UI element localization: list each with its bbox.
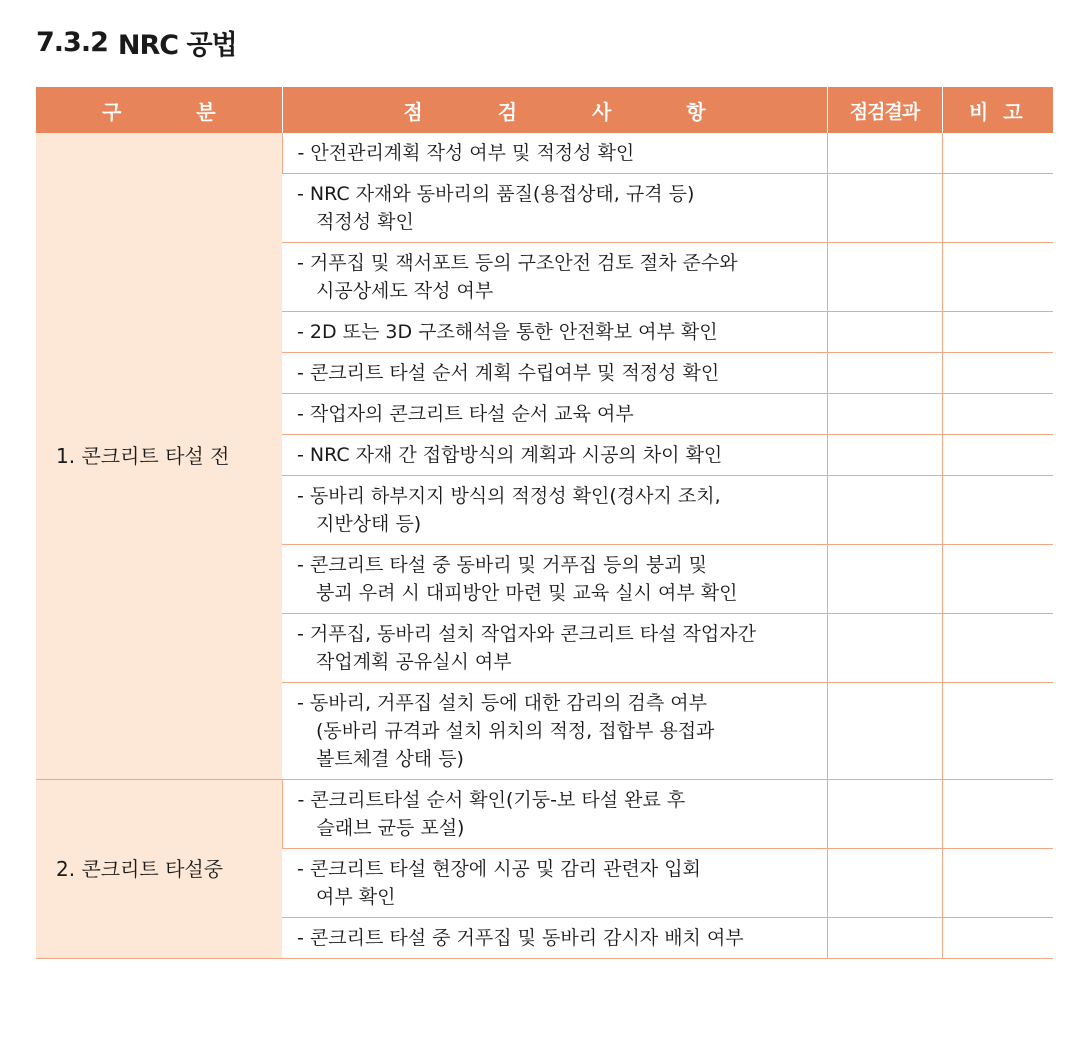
header-result: 점검결과: [827, 87, 942, 133]
remarks-cell: [942, 545, 1053, 614]
remarks-cell: [942, 394, 1053, 435]
header-category: 구 분: [36, 87, 282, 133]
remarks-cell: [942, 614, 1053, 683]
result-cell: [827, 476, 942, 545]
check-item-cell: [282, 174, 827, 243]
result-cell: [827, 133, 942, 174]
check-item-text: - 콘크리트타설 순서 확인(기둥-보 타설 완료 후: [297, 789, 686, 811]
checklist-table: [36, 87, 1053, 959]
result-cell: [827, 683, 942, 780]
check-item-text: 붕괴 우려 시 대피방안 마련 및 교육 실시 여부 확인: [316, 582, 738, 604]
check-item-cell: [282, 683, 827, 780]
check-item-cell: [282, 918, 827, 959]
check-item-text: - 거푸집, 동바리 설치 작업자와 콘크리트 타설 작업자간: [297, 623, 756, 645]
category-cell: 2. 콘크리트 타설중: [36, 780, 282, 959]
check-item-text: 볼트체결 상태 등): [316, 748, 464, 770]
section-title-text: NRC 공법: [117, 29, 237, 61]
check-item-cell: [282, 435, 827, 476]
check-item-text: - 작업자의 콘크리트 타설 순서 교육 여부: [297, 403, 634, 425]
remarks-cell: [942, 312, 1053, 353]
check-item-cell: [282, 780, 827, 849]
check-item-cell: [282, 312, 827, 353]
remarks-cell: [942, 780, 1053, 849]
check-item-text: - 콘크리트 타설 현장에 시공 및 감리 관련자 입회: [297, 858, 701, 880]
check-item-text: - 콘크리트 타설 중 거푸집 및 동바리 감시자 배치 여부: [297, 927, 744, 949]
check-item-text: 여부 확인: [316, 886, 396, 908]
table-row: [36, 133, 1053, 174]
result-cell: [827, 312, 942, 353]
check-item-text: 시공상세도 작성 여부: [316, 280, 494, 302]
result-cell: [827, 353, 942, 394]
check-item-cell: [282, 353, 827, 394]
check-item-text: 슬래브 균등 포설): [316, 817, 465, 839]
check-item-cell: [282, 243, 827, 312]
section-title: [36, 22, 237, 62]
remarks-cell: [942, 353, 1053, 394]
check-item-cell: [282, 614, 827, 683]
table-row: [36, 780, 1053, 849]
result-cell: [827, 780, 942, 849]
check-item-text: - NRC 자재와 동바리의 품질(용접상태, 규격 등): [297, 183, 695, 205]
result-cell: [827, 545, 942, 614]
result-cell: [827, 614, 942, 683]
check-item-text: - NRC 자재 간 접합방식의 계획과 시공의 차이 확인: [297, 444, 723, 466]
check-item-cell: [282, 394, 827, 435]
remarks-cell: [942, 174, 1053, 243]
header-remarks: 비 고: [942, 87, 1053, 133]
result-cell: [827, 394, 942, 435]
check-item-text: - 거푸집 및 잭서포트 등의 구조안전 검토 절차 준수와: [297, 252, 738, 274]
check-item-text: - 동바리 하부지지 방식의 적정성 확인(경사지 조치,: [297, 485, 721, 507]
remarks-cell: [942, 849, 1053, 918]
result-cell: [827, 849, 942, 918]
result-cell: [827, 174, 942, 243]
remarks-cell: [942, 918, 1053, 959]
check-item-text: - 안전관리계획 작성 여부 및 적정성 확인: [297, 142, 635, 164]
check-item-text: (동바리 규격과 설치 위치의 적정, 접합부 용접과: [316, 720, 715, 742]
remarks-cell: [942, 243, 1053, 312]
remarks-cell: [942, 133, 1053, 174]
header-check-items: 점 검 사 항: [282, 87, 827, 133]
check-item-text: 작업계획 공유실시 여부: [316, 651, 512, 673]
check-item-cell: [282, 476, 827, 545]
section-number: 7.3.2: [36, 26, 108, 58]
check-item-text: - 동바리, 거푸집 설치 등에 대한 감리의 검측 여부: [297, 692, 707, 714]
check-item-cell: [282, 133, 827, 174]
result-cell: [827, 435, 942, 476]
check-item-text: - 콘크리트 타설 중 동바리 및 거푸집 등의 붕괴 및: [297, 554, 707, 576]
table-header-row: [36, 87, 1053, 133]
check-item-cell: [282, 849, 827, 918]
check-item-text: - 2D 또는 3D 구조해석을 통한 안전확보 여부 확인: [297, 321, 718, 343]
table-body: [36, 133, 1053, 959]
result-cell: [827, 243, 942, 312]
remarks-cell: [942, 435, 1053, 476]
check-item-cell: [282, 545, 827, 614]
check-item-text: - 콘크리트 타설 순서 계획 수립여부 및 적정성 확인: [297, 362, 720, 384]
category-cell: 1. 콘크리트 타설 전: [36, 133, 282, 780]
check-item-text: 적정성 확인: [316, 211, 414, 233]
remarks-cell: [942, 683, 1053, 780]
check-item-text: 지반상태 등): [316, 513, 422, 535]
remarks-cell: [942, 476, 1053, 545]
result-cell: [827, 918, 942, 959]
